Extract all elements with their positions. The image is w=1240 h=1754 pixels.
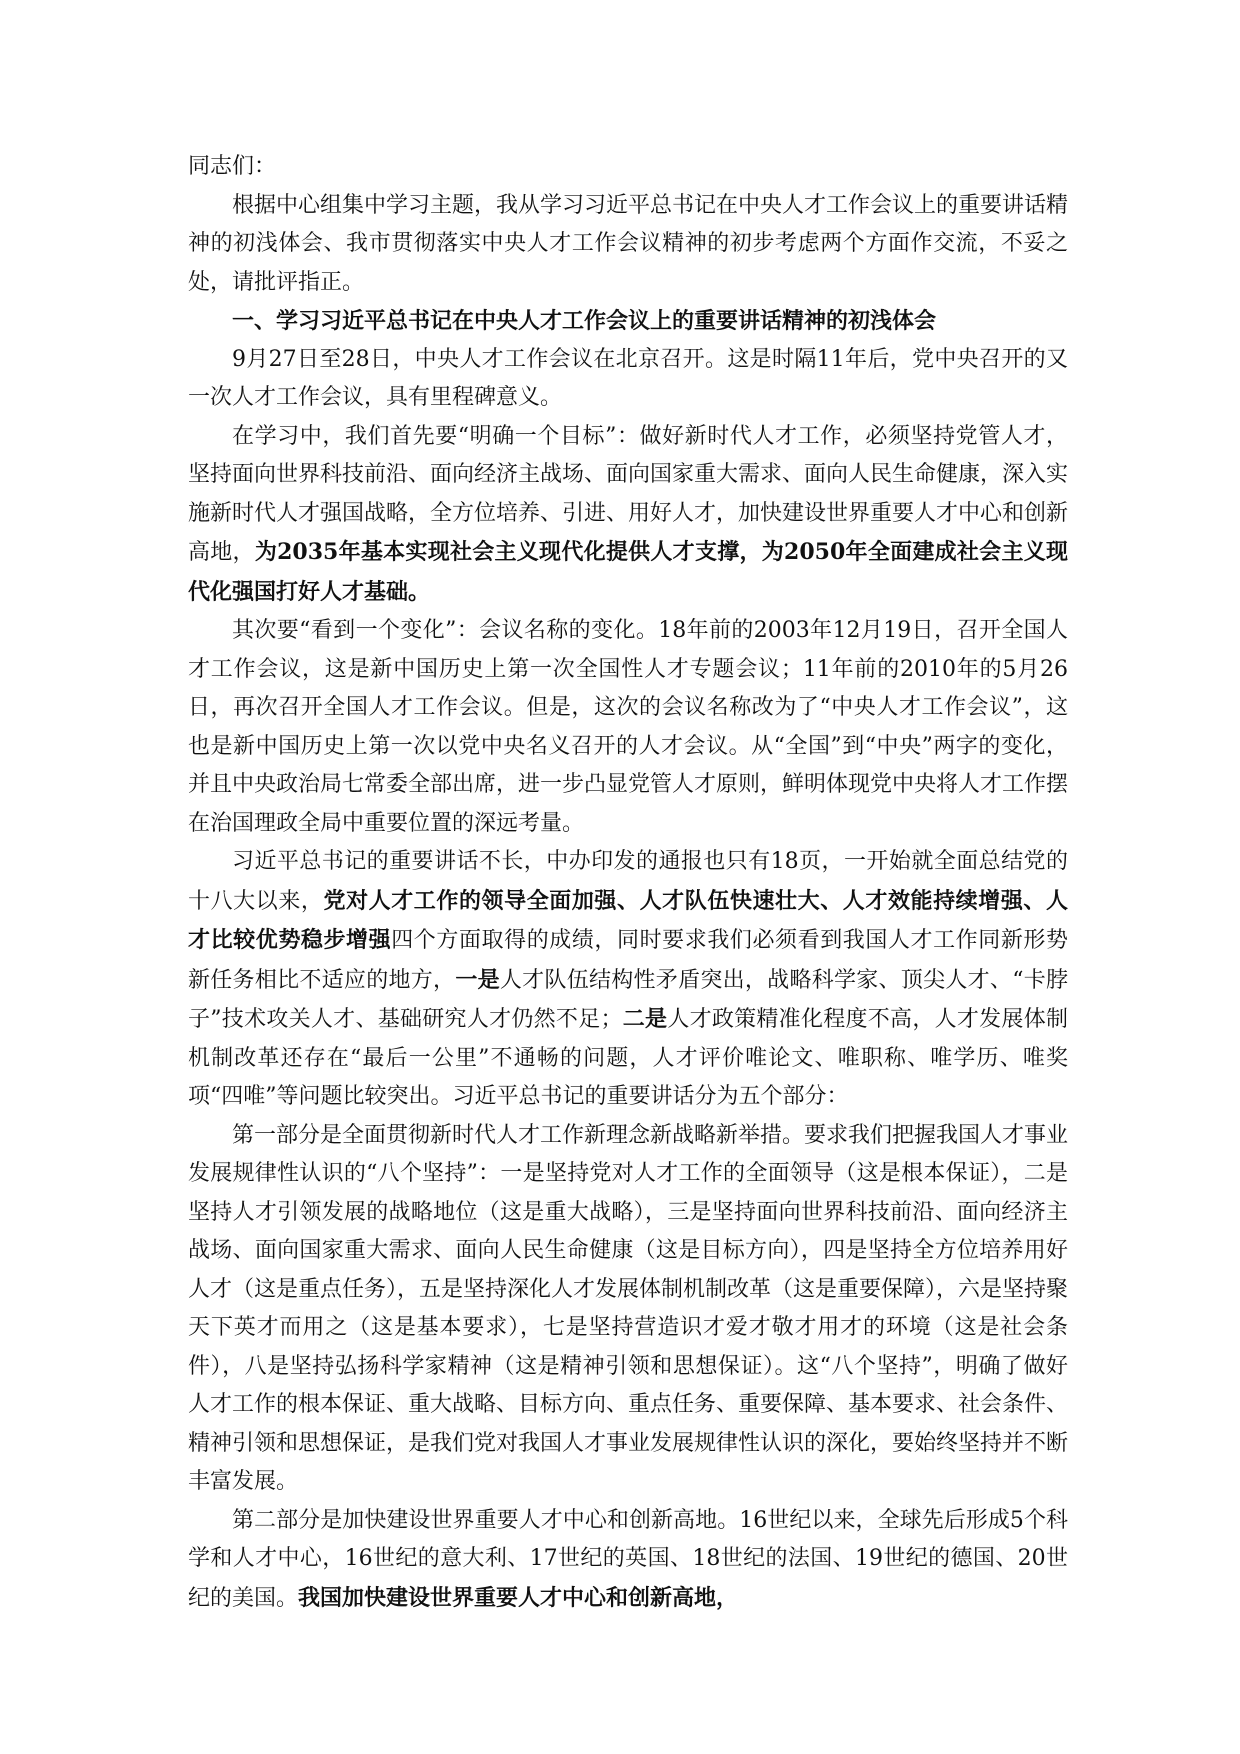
paragraph-change: 其次要“看到一个变化”：会议名称的变化。18年前的2003年12月19日，召开全国人才工作会议，这是新中国历史上第一次全国性人才专题会议；11年前的2010年的5月26日，再次召开全国人才工作会议。但是，这次的会议名称改为了“中央人才工作会议”，这也是新中国历史上第一次以党中央名义召开的人才会议。从“全国”到“中央”两字的变化，并且中央政治局七常委全部出席，进一步凸显党管人才原则，鲜明体现党中央将人才工作摆在治国理政全局中重要位置的深远考量。	[188, 618, 1069, 836]
speech-text-1: 习近平总书记的重要讲话不长，中办印发的通报也只有18页，一开始就全面总结党的十八大以来，	[188, 849, 1068, 914]
speech-text-4: 人才政策精准化程度不高，人才发展体制机制改革还存在“最后一公里”不通畅的问题，人才评价唯论文、唯职称、唯学历、唯奖项“四唯”等问题比较突出。习近平总书记的重要讲话分为五个部分：	[188, 1007, 1068, 1109]
part2-bold-text: 我国加快建设世界重要人才中心和创新高地，	[298, 1584, 739, 1611]
goal-bold-text: 为2035年基本实现社会主义现代化提供人才支撑，为2050年全面建成社会主义现代化强国打好人才基础。	[188, 539, 1068, 605]
goal-text: 在学习中，我们首先要“明确一个目标”：做好新时代人才工作，必须坚持党管人才，坚持面向世界科技前沿、面向经济主战场、面向国家重大需求、面向人民生命健康，深入实施新时代人才强国战略，全方位培养、引进、用好人才，加快建设世界重要人才中心和创新高地，	[188, 423, 1069, 565]
part2-text: 第二部分是加快建设世界重要人才中心和创新高地。16世纪以来，全球先后形成5个科学和人才中心，16世纪的意大利、17世纪的英国、18世纪的法国、19世纪的德国、20世纪的美国。	[188, 1507, 1068, 1611]
section-heading-1: 一、学习习近平总书记在中央人才工作会议上的重要讲话精神的初浅体会	[232, 308, 937, 334]
document-body	[188, 148, 1068, 1618]
intro-paragraph: 根据中心组集中学习主题，我从学习习近平总书记在中央人才工作会议上的重要讲话精神的初浅体会、我市贯彻落实中央人才工作会议精神的初步考虑两个方面作交流，不妥之处，请批评指正。	[188, 192, 1069, 295]
speech-bold-achievements: 党对人才工作的领导全面加强、人才队伍快速壮大、人才效能持续增强、人才比较优势稳步增强	[188, 887, 1068, 953]
paragraph-speech	[188, 843, 1068, 1117]
paragraph-meeting: 9月27日至28日，中央人才工作会议在北京召开。这是时隔11年后，党中央召开的又一次人才工作会议，具有里程碑意义。	[188, 346, 1068, 410]
speech-text-3: 人才队伍结构性矛盾突出，战略科学家、顶尖人才、“卡脖子”技术攻关人才、基础研究人才仍然不足；	[188, 967, 1068, 1032]
paragraph-part-1: 第一部分是全面贯彻新时代人才工作新理念新战略新举措。要求我们把握我国人才事业发展规律性认识的“八个坚持”：一是坚持党对人才工作的全面领导（这是根本保证），二是坚持人才引领发展的战略地位（这是重大战略），三是坚持面向世界科技前沿、面向经济主战场、面向国家重大需求、面向人民生命健康（这是目标方向），四是坚持全方位培养用好人才（这是重点任务），五是坚持深化人才发展体制机制改革（这是重要保障），六是坚持聚天下英才而用之（这是基本要求），七是坚持营造识才爱才敬才用才的环境（这是社会条件），八是坚持弘扬科学家精神（这是精神引领和思想保证）。这“八个坚持”，明确了做好人才工作的根本保证、重大战略、目标方向、重点任务、重要保障、基本要求、社会条件、精神引领和思想保证，是我们党对我国人才事业发展规律性认识的深化，要始终坚持并不断丰富发展。	[188, 1122, 1069, 1494]
paragraph-goal	[188, 418, 1068, 613]
paragraph-part-2	[188, 1502, 1068, 1619]
speech-bold-first: 一是	[455, 966, 500, 993]
salutation: 同志们：	[188, 154, 277, 179]
speech-bold-second: 二是	[622, 1006, 668, 1032]
speech-text-2: 四个方面取得的成绩，同时要求我们必须看到我国人才工作同新形势新任务相比不适应的地方，	[188, 928, 1068, 993]
